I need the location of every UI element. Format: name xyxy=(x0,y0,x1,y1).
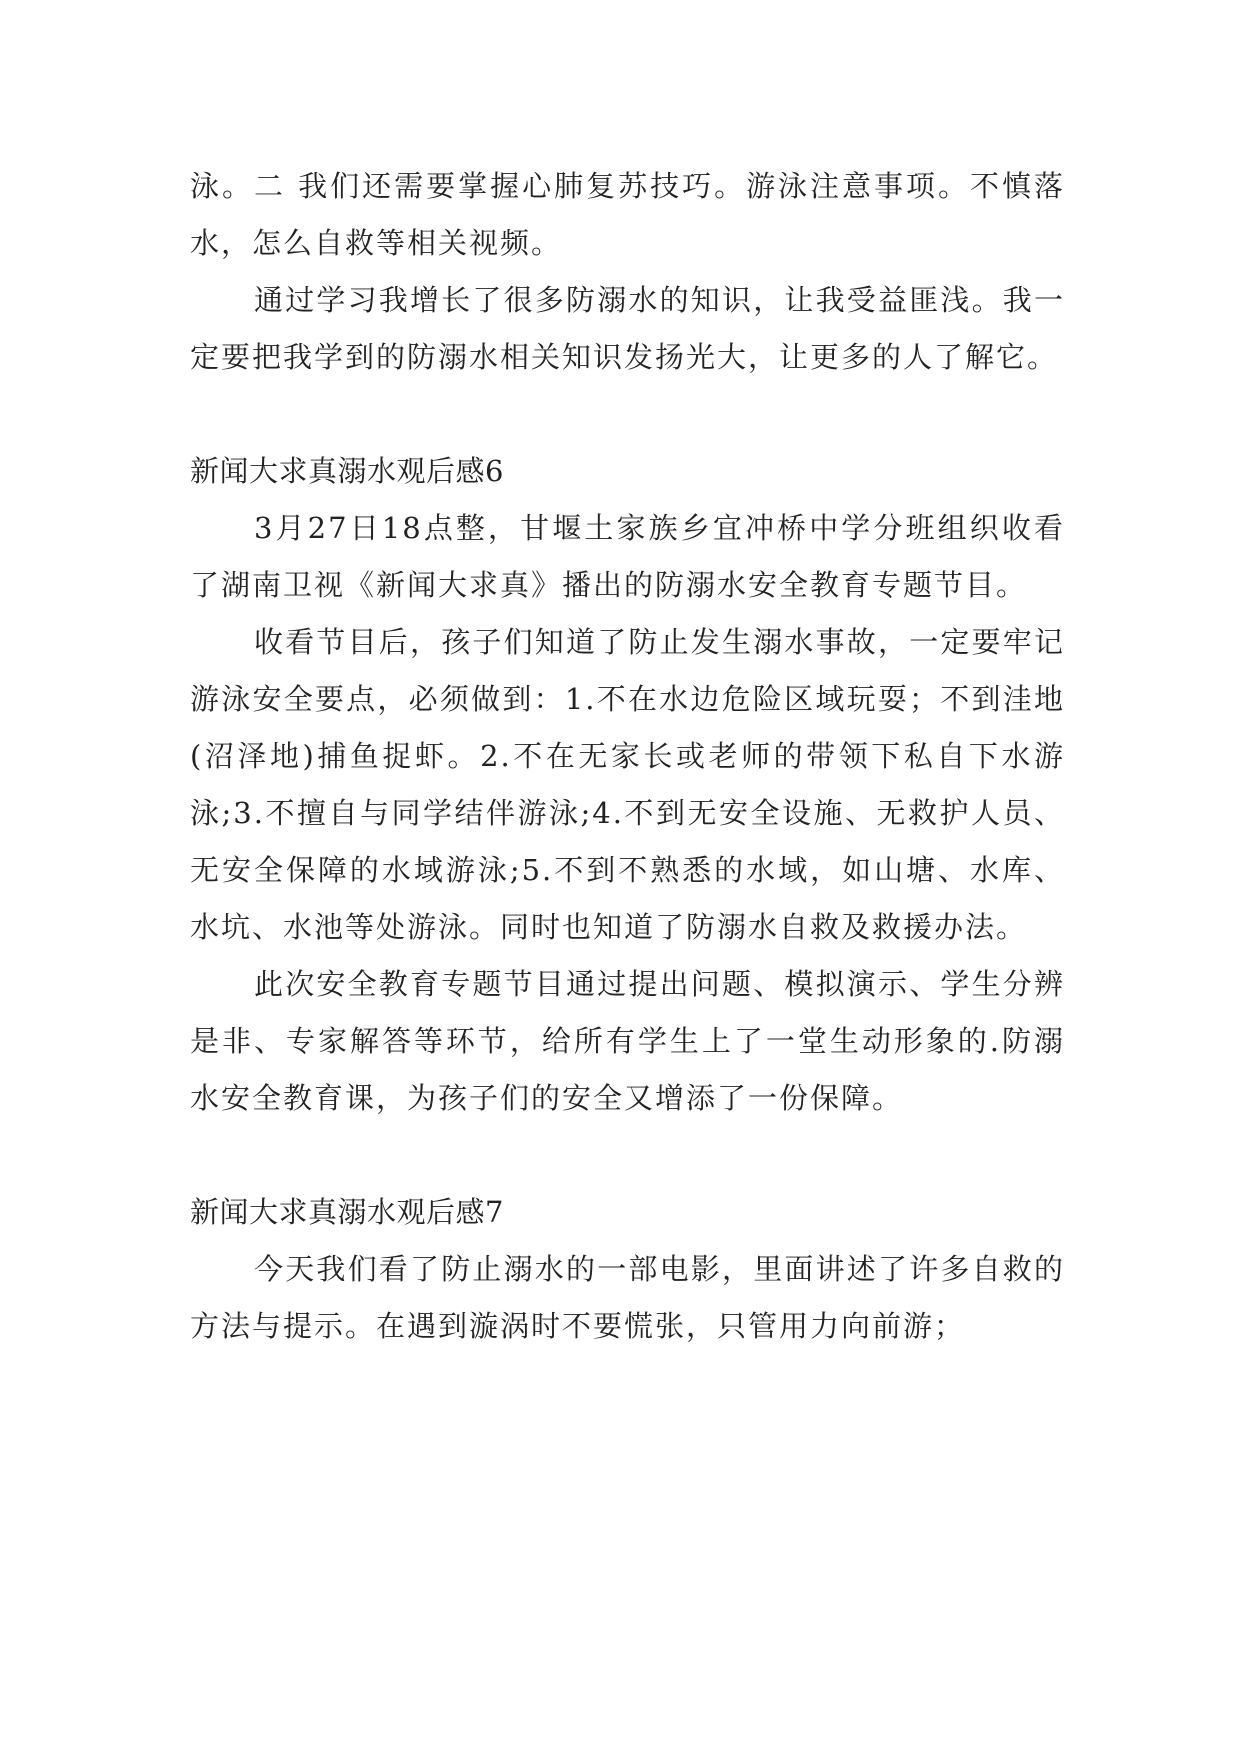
paragraph: 今天我们看了防止溺水的一部电影，里面讲述了许多自救的方法与提示。在遇到漩涡时不要慌张，只管用力向前游； xyxy=(190,1252,1065,1343)
paragraph: 此次安全教育专题节目通过提出问题、模拟演示、学生分辨是非、专家解答等环节，给所有学生上了一堂生动形象的.防溺水安全教育课，为孩子们的安全又增添了一份保障。 xyxy=(190,967,1065,1115)
section-spacer xyxy=(190,1127,1065,1184)
paragraph: 泳。二 我们还需要掌握心肺复苏技巧。游泳注意事项。不慎落水，怎么自救等相关视频。 xyxy=(190,169,1065,260)
section-spacer xyxy=(190,386,1065,443)
paragraph: 3月27日18点整，甘堰土家族乡宜冲桥中学分班组织收看了湖南卫视《新闻大求真》播出的防溺水安全教育专题节目。 xyxy=(190,511,1065,602)
section-heading: 新闻大求真溺水观后感7 xyxy=(190,1195,504,1229)
paragraph: 收看节目后，孩子们知道了防止发生溺水事故，一定要牢记游泳安全要点，必须做到：1.不在水边危险区域玩耍；不到洼地(沼泽地)捕鱼捉虾。2.不在无家长或老师的带领下私自下水游泳;3.不擅自与同学结伴游泳;4.不到无安全设施、无救护人员、无安全保障的水域游泳;5.不到不熟悉的水域，如山塘、水库、水坑、水池等处游泳。同时也知道了防溺水自救及救援办法。 xyxy=(190,625,1065,944)
paragraph: 通过学习我增长了很多防溺水的知识，让我受益匪浅。我一定要把我学到的防溺水相关知识发扬光大，让更多的人了解它。 xyxy=(190,283,1065,374)
section-heading: 新闻大求真溺水观后感6 xyxy=(190,454,504,488)
document-body xyxy=(190,158,1065,1355)
